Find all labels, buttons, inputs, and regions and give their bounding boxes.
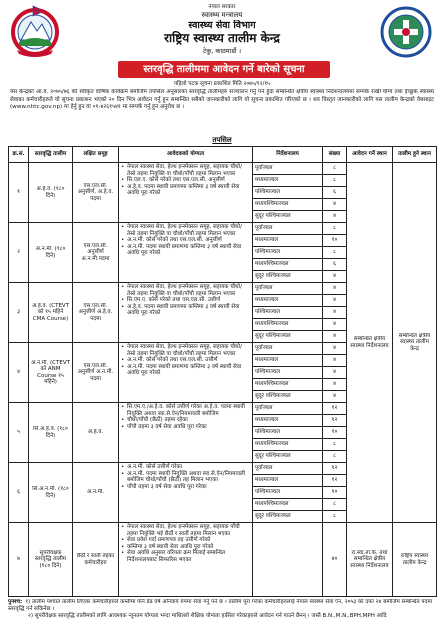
- qualification-item: • सि.एम.ए./अ.हे.व. कोर्स उत्तीर्ण गरेका अ.हे.व. पदमा स्थायी नियुक्ति अथवा स्वा.से.ऐन/नियमावली बमोजिम: [121, 404, 250, 417]
- training-place-cell: [393, 523, 437, 597]
- training-name: सि.अ.न.मी. (१८० दिने): [32, 486, 69, 499]
- training-name-cell: [29, 523, 73, 597]
- directorate-cell: मध्यपश्चिमाञ्चल: [253, 379, 323, 391]
- directorate-cell: पूर्वाञ्चल: [253, 343, 323, 355]
- target-group: एस.एल.सी. अनुत्तीर्ण अ.न.मी. पदमा: [77, 362, 114, 382]
- target-group: एस.एल.सी. अनुत्तीर्ण अ.हे.व. पदमा: [78, 302, 113, 322]
- directorate-cell: सुदूर पश्चिमाञ्चल: [253, 511, 323, 523]
- qualification-item: • अ.न.मी. पदमा स्थायी प्रमाणमा कम्तिमा ३ वर्ष स्थायी सेवा अवधि पूरा गरेको: [121, 244, 250, 257]
- qualification-item: • नेपाल स्वास्थ्य सेवा, हेल्थ इन्स्पेक्सन समूह, सहायक चौथो/तेस्रो तहमा नियुक्ति वा चौथो/पाँचौ तहमा मिलान भएका: [121, 284, 250, 297]
- serial-number: २: [17, 249, 20, 256]
- qualification-item: • अ.न.मी. पदमा स्थायी प्रमाणमा कम्तिमा ३ वर्ष स्थायी सेवा अवधि पूरा गरेको: [121, 364, 250, 377]
- training-name: अ.हे.व. (CTEVT को १५ महिने CMA Course): [31, 302, 70, 322]
- serial-number: १: [17, 189, 20, 196]
- training-name-cell: [29, 283, 73, 343]
- training-name: सुपरीवेक्षक स्तरवृद्धि तालीम (१८० दिने): [34, 549, 67, 569]
- seat-count-cell: ४: [323, 283, 347, 295]
- target-group-cell: [73, 163, 119, 223]
- directorate-cell: पूर्वाञ्चल: [253, 463, 323, 475]
- table-header-row: [9, 147, 437, 163]
- seat-count-cell: १०: [323, 235, 347, 247]
- directorate-cell: पश्चिमाञ्चल: [253, 487, 323, 499]
- qualification-cell: [119, 403, 253, 463]
- qualification-cell: [119, 463, 253, 523]
- notes-label: पुनश्च:: [8, 599, 23, 605]
- header-qualification: आवेदकको योग्यता: [119, 147, 253, 163]
- qualification-item: • अ.न.मी. पदमा स्थायी नियुक्ति अथवा स्वा.से.ऐन/नियमावली बमोजिम चौथो/पाँचौ (छैठौं) तह मिलान भएका: [121, 471, 250, 484]
- apply-place-cell: [347, 523, 393, 597]
- directorate-cell: पश्चिमाञ्चल: [253, 247, 323, 259]
- serial-number-cell: [9, 463, 29, 523]
- schedule-table-head: [9, 147, 437, 163]
- seat-count-cell: ४: [323, 379, 347, 391]
- seat-count-cell: १२: [323, 415, 347, 427]
- directorate-cell: सुदूर पश्चिमाञ्चल: [253, 391, 323, 403]
- target-group: अ.न.मी.: [86, 489, 105, 496]
- apply-place: सम्बन्धित क्षेत्रीय स्वास्थ्य निर्देशनालय: [350, 336, 389, 349]
- serial-number: ६: [17, 489, 20, 496]
- qualification-item: • सेवा प्रवेश गर्दा प्रमाणपत्र तह उत्तीर्ण गरेको: [121, 537, 250, 544]
- directorate-cell: मध्यमाञ्चल: [253, 175, 323, 187]
- qualification-item: • कम्तिमा ३ वर्ष स्थायी सेवा अवधि पूरा गरेको: [121, 544, 250, 551]
- apply-place-cell: [347, 163, 393, 523]
- qualification-item: • नेपाल स्वास्थ्य सेवा, हेल्थ इन्स्पेक्सन समूह, सहायक चौथो/तेस्रो तहमा नियुक्ति वा चौथो/पाँचौ तहमा मिलान भएका: [121, 344, 250, 357]
- directorate-cell: मध्यपश्चिमाञ्चल: [253, 319, 323, 331]
- schedule-table-body: [9, 163, 437, 597]
- seat-count-cell: ८: [323, 223, 347, 235]
- serial-number-cell: [9, 523, 29, 597]
- serial-number-cell: [9, 343, 29, 403]
- qualification-item: • चौथो/पाँचौ (छैठौं) तहमा रहेका: [121, 417, 250, 424]
- training-name-cell: [29, 343, 73, 403]
- directorate-cell: मध्यपश्चिमाञ्चल: [253, 499, 323, 511]
- header-count: संख्या: [323, 147, 347, 163]
- seat-count-cell: ४: [323, 295, 347, 307]
- apply-place: रा.स्वा.ता.के. तथा सम्बन्धित क्षेत्रीय स्वास्थ्य निर्देशनालय: [350, 549, 389, 569]
- government-name: नेपाल सरकार: [208, 4, 236, 10]
- qualification-list: [121, 343, 250, 377]
- serial-number-cell: [9, 283, 29, 343]
- training-name-cell: [29, 463, 73, 523]
- notice-title-banner: [118, 61, 330, 78]
- training-name-cell: [29, 163, 73, 223]
- target-group-cell: [73, 403, 119, 463]
- notes-section: [8, 599, 436, 638]
- seat-count-cell: ४: [323, 211, 347, 223]
- directorate-cell: [253, 523, 323, 597]
- ministry-name: स्वास्थ्य मन्त्रालय: [201, 11, 243, 19]
- seat-count-cell: ८: [323, 439, 347, 451]
- qualification-list: [121, 223, 250, 257]
- directorate-cell: सुदूर पश्चिमाञ्चल: [253, 211, 323, 223]
- center-address: टेकु, काठमाडौं ।: [202, 47, 242, 55]
- directorate-cell: मध्यमाञ्चल: [253, 355, 323, 367]
- target-group-cell: [73, 463, 119, 523]
- publish-date: पहिलो पटक सूचना प्रकाशित मिति २०७५/१२/१५: [173, 81, 271, 87]
- qualification-cell: [119, 163, 253, 223]
- serial-number: ७: [17, 556, 20, 563]
- header-serial: क्र.सं.: [9, 147, 29, 163]
- note-item: १) तालीम पश्चात तालीम लिएका कर्मचारीहरुले कम्तीमा पनि डेढ वर्ष अनिवार्य रुपमा सेवा गर्नु पर्ने छ । तालीम पूरा गरेका कर्मचारीहरुलाई नेपाल स्वास्थ्य सेवा ऐन, २०५३ को दफा २४ बमोजिम सम्बन्धित पदमा स्तरवृद्धि गर्न सकिनेछ ।: [8, 599, 433, 612]
- qualification-cell: [119, 223, 253, 283]
- schedule-table: [8, 146, 437, 597]
- directorate-cell: मध्यमाञ्चल: [253, 235, 323, 247]
- directorate-cell: पश्चिमाञ्चल: [253, 367, 323, 379]
- qualification-item: • सि.एम.ए. कोर्स गरेको तथा एस.एल.सी. उत्तीर्ण: [121, 297, 250, 304]
- qualification-item: • अ.न.मी. कोर्स गरेको तथा एस.एल.सी. उत्तीर्ण: [121, 357, 250, 364]
- directorate-cell: पूर्वाञ्चल: [253, 403, 323, 415]
- training-place: राष्ट्रिय स्वास्थ्य तालीम केन्द्र: [400, 553, 429, 566]
- target-group-cell: [73, 343, 119, 403]
- seat-count-cell: १०: [323, 427, 347, 439]
- directorate-cell: सुदूर पश्चिमाञ्चल: [253, 451, 323, 463]
- qualification-cell: [119, 343, 253, 403]
- serial-number-cell: [9, 403, 29, 463]
- target-group-cell: [73, 223, 119, 283]
- qualification-item: • नेपाल स्वास्थ्य सेवा, हेल्थ इन्स्पेक्सन समूह, सहायक चौथो/तेस्रो तहमा नियुक्ति वा चौथो/पाँचौ तहमा मिलान भएका: [121, 224, 250, 237]
- serial-number-cell: [9, 223, 29, 283]
- training-place-cell: [393, 163, 437, 523]
- qualification-item: • सि.एल.ए. कोर्स गरेको तथा एस.एल.सी. अनुत्तीर्ण: [121, 177, 250, 184]
- seat-count-cell: ६: [323, 187, 347, 199]
- seat-count-cell: ८: [323, 499, 347, 511]
- training-name-cell: [29, 223, 73, 283]
- seat-count-cell: ४: [323, 199, 347, 211]
- directorate-cell: पूर्वाञ्चल: [253, 223, 323, 235]
- directorate-cell: पश्चिमाञ्चल: [253, 427, 323, 439]
- qualification-item: • नेपाल स्वास्थ्य सेवा, हेल्थ इन्स्पेक्सन समूह, सहायक पाँचौ तहमा नियुक्ति भई छैठौं र सातौं तहमा मिलान भएका: [121, 524, 250, 537]
- center-name: राष्ट्रिय स्वास्थ्य तालीम केन्द्र: [164, 31, 280, 45]
- nepal-emblem-icon: [9, 4, 61, 58]
- training-place: सम्बन्धित क्षेत्रीय स्वास्थ्य तालीम केन्द्र: [398, 332, 431, 352]
- training-name: सि.अ.हे.व. (१८० दिने): [33, 426, 68, 439]
- serial-number: ४: [17, 369, 20, 376]
- seat-count-cell: ४: [323, 391, 347, 403]
- target-group: छैठौं र सातौं तहका कर्मचारीहरु: [76, 553, 115, 566]
- header-directorate: निर्देशनालय: [253, 147, 323, 163]
- header-target-group: लक्षित समूह: [73, 147, 119, 163]
- note-item: २) सुपरीवेक्षक स्तरवृद्धि तालीमको लागि आवश्यक न्यूनतम योग्यता भन्दा माथिल्लो शैक्षिक योग्यता हासिल गरेकाहरुले आवेदन गर्न पाउने छैनन् । जस्तै B.N.,M.N.,BPH,MPH आदि: [28, 613, 387, 619]
- seat-count-cell: ८: [323, 511, 347, 523]
- qualification-cell: [119, 283, 253, 343]
- target-group: एस.एल.सी. अनुत्तीर्ण अ.न.मी.पदमा: [81, 242, 110, 262]
- serial-number: ३: [17, 309, 20, 316]
- directorate-cell: मध्यपश्चिमाञ्चल: [253, 259, 323, 271]
- training-name: अ.न.मी. (CTEVT को ANM Course १५ महिने): [31, 359, 70, 385]
- table-row: [9, 163, 437, 175]
- directorate-cell: पश्चिमाञ्चल: [253, 307, 323, 319]
- seat-count-cell: ८: [323, 163, 347, 175]
- target-group: अ.हे.व.: [87, 429, 104, 436]
- target-group-cell: [73, 523, 119, 597]
- qualification-list: [121, 283, 250, 317]
- directorate-cell: पूर्वाञ्चल: [253, 163, 323, 175]
- directorate-cell: सुदूर पश्चिमाञ्चल: [253, 271, 323, 283]
- seat-count-cell: ४०: [323, 523, 347, 597]
- directorate-cell: मध्यमाञ्चल: [253, 475, 323, 487]
- seat-count-cell: १०: [323, 487, 347, 499]
- directorate-cell: मध्यमाञ्चल: [253, 295, 323, 307]
- directorate-cell: पश्चिमाञ्चल: [253, 187, 323, 199]
- qualification-cell: [119, 523, 253, 597]
- directorate-cell: सुदूर पश्चिमाञ्चल: [253, 331, 323, 343]
- seat-count-cell: ४: [323, 271, 347, 283]
- qualification-item: • पाँचौ तहमा ३ वर्ष सेवा अवधि पूरा गरेका: [121, 484, 250, 491]
- table-row: [9, 523, 437, 597]
- seat-count-cell: ४: [323, 367, 347, 379]
- header-apply-place: आवेदन गर्ने स्थान: [347, 147, 393, 163]
- seat-count-cell: १२: [323, 403, 347, 415]
- serial-number-cell: [9, 163, 29, 223]
- training-name: अ.न.मी. (१८० दिने): [35, 246, 66, 259]
- department-name: स्वास्थ्य सेवा विभाग: [188, 20, 256, 31]
- nhtc-logo-icon: [380, 6, 432, 58]
- qualification-list: [121, 463, 250, 490]
- directorate-cell: मध्यपश्चिमाञ्चल: [253, 199, 323, 211]
- seat-count-cell: ४: [323, 355, 347, 367]
- qualification-item: • पाँचौ तहमा ३ वर्ष सेवा अवधि पूरा गरेका: [121, 424, 250, 431]
- qualification-list: [121, 403, 250, 430]
- qualification-item: • नेपाल स्वास्थ्य सेवा, हेल्थ इन्स्पेक्सन समूह, सहायक चौथो/तेस्रो तहमा नियुक्ति वा चौथो/पाँचौ तहमा मिलान भएका: [121, 164, 250, 177]
- seat-count-cell: १२: [323, 463, 347, 475]
- seat-count-cell: ६: [323, 259, 347, 271]
- seat-count-cell: ४: [323, 319, 347, 331]
- schedule-heading: तपसिल: [212, 136, 232, 144]
- training-name-cell: [29, 403, 73, 463]
- seat-count-cell: ८: [323, 175, 347, 187]
- notice-title: स्तरवृद्धि तालीममा आवेदन गर्ने बारेको सूचना: [143, 64, 305, 75]
- seat-count-cell: ८: [323, 451, 347, 463]
- seat-count-cell: ४: [323, 307, 347, 319]
- qualification-item: • अ.न.मी. कोर्स उत्तीर्ण गरेका: [121, 464, 250, 471]
- directorate-cell: मध्यपश्चिमाञ्चल: [253, 439, 323, 451]
- qualification-list: [121, 523, 250, 563]
- seat-count-cell: ४: [323, 331, 347, 343]
- qualification-list: [121, 163, 250, 197]
- qualification-item: • सेवा अवधि अनुसार वरियता क्रम मिलाई सम्बन्धित निर्देशनालयबाट सिफारिस भएका: [121, 550, 250, 563]
- training-name: अ.हे.व. (१८० दिने): [36, 186, 65, 199]
- directorate-cell: मध्यमाञ्चल: [253, 415, 323, 427]
- qualification-item: • अ.न.मी. कोर्स गरेको तथा एस.एल.सी. अनुत्तीर्ण: [121, 237, 250, 244]
- notice-body: यस केन्द्रको आ.व. २०७५/७६ को स्वीकृत वार्षिक कार्यक्रम बमोजिम तपसिल अनुसारका स्तरवृद्धि तालीमहरु सञ्चालन गर्नु पर्ने हुँदा सम्बन्धित क्षेत्रीय स्वास्थ्य निर्देशनालयमा सम्पर्क राखी योग्य तथा ईच्छुक स्वास्थ्य सेवाका कर्मचारीहरुले यो सूचना प्रकाशन भएको २० दिन भित्र आवेदन गर्नु हुन सम्बन्धित सबैको जानकारीको लागि यो सूचना प्रकाशित गरिएको छ । थप विस्तृत जानकारीको लागि यस तालीम केन्द्रको वेबसाइट (www.nhtc.gov.np) मा हेर्नु हुन वा ०१-४२६१५४१ मा सम्पर्क गर्नु हुन अनुरोध छ ।: [10, 89, 434, 110]
- header-training: स्तरवृद्धि तालीम: [29, 147, 73, 163]
- qualification-item: • अ.हे.व. पदमा स्थायी प्रमाणमा कम्तिमा ३ वर्ष स्थायी सेवा अवधि पूरा गरेको: [121, 304, 250, 317]
- directorate-cell: पूर्वाञ्चल: [253, 283, 323, 295]
- serial-number: ५: [17, 429, 20, 436]
- qualification-item: • अ.हे.व. पदमा स्थायी प्रमाणमा कम्तिमा ३ वर्ष स्थायी सेवा अवधि पूरा गरेको: [121, 184, 250, 197]
- seat-count-cell: ८: [323, 247, 347, 259]
- seat-count-cell: ४: [323, 343, 347, 355]
- seat-count-cell: १२: [323, 475, 347, 487]
- target-group-cell: [73, 283, 119, 343]
- header-training-place: तालीम हुने स्थान: [393, 147, 437, 163]
- target-group: एस.एल.सी. अनुत्तीर्ण, अ.हे.व. पदमा: [77, 182, 114, 202]
